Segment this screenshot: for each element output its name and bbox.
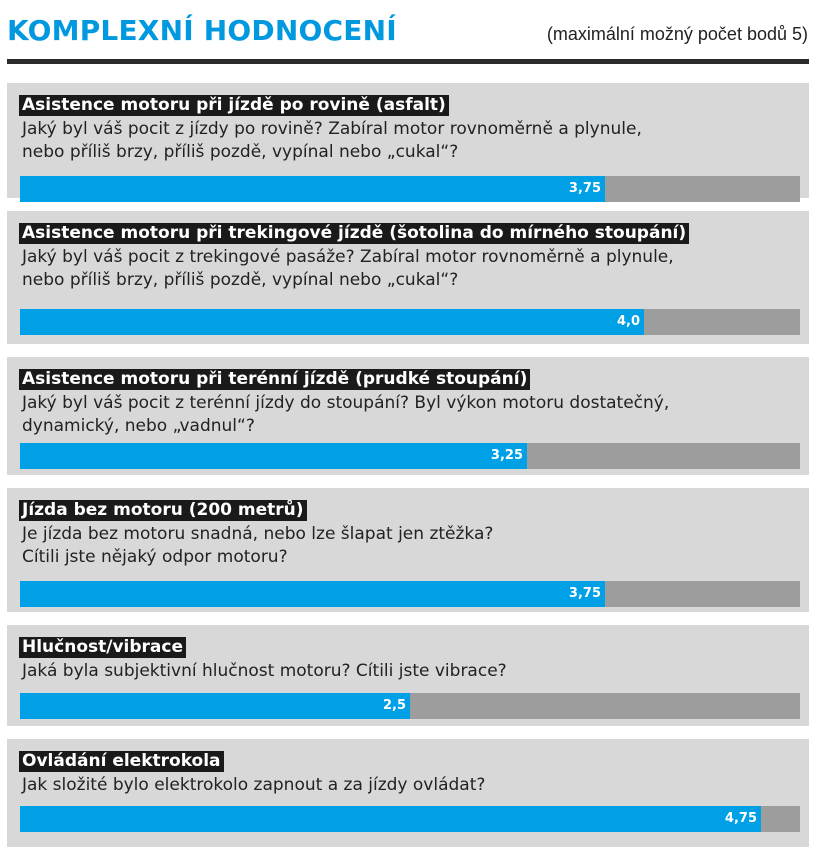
rating-title: Ovládání elektrokola: [19, 751, 224, 772]
rating-value-label: 4,75: [724, 811, 757, 826]
rating-bar-track: [20, 693, 800, 719]
rating-panel: [7, 357, 809, 475]
rating-value-label: 3,75: [568, 181, 601, 196]
rating-bar-track: [20, 176, 800, 202]
rating-bar: [20, 806, 761, 832]
rating-bar: [20, 309, 644, 335]
rating-value-label: 3,25: [490, 448, 523, 463]
page-title: KOMPLEXNÍ HODNOCENÍ: [7, 14, 397, 47]
rating-panel: [7, 625, 809, 726]
rating-panel: [7, 739, 809, 847]
rating-bar-track: [20, 806, 800, 832]
rating-question: Jaký byl váš pocit z terénní jízdy do stoupání? Byl výkon motoru dostatečný, dynamický, nebo „vadnul“?: [22, 393, 670, 436]
header-divider: [7, 59, 809, 64]
rating-bar: [20, 581, 605, 607]
page-subtitle: (maximální možný počet bodů 5): [546, 24, 808, 44]
rating-bar: [20, 693, 410, 719]
rating-bar-track: [20, 309, 800, 335]
rating-question: Jak složité bylo elektrokolo zapnout a za jízdy ovládat?: [22, 775, 486, 795]
rating-value-label: 2,5: [382, 698, 406, 713]
rating-panel: [7, 211, 809, 344]
rating-question: Jaký byl váš pocit z trekingové pasáže? Zabíral motor rovnoměrně a plynule, nebo příliš brzy, příliš pozdě, vypínal nebo „cukal“?: [22, 247, 674, 290]
rating-bar: [20, 443, 527, 469]
rating-bar-track: [20, 581, 800, 607]
rating-bar-track: [20, 443, 800, 469]
rating-title: Hlučnost/vibrace: [19, 637, 186, 658]
rating-question: Je jízda bez motoru snadná, nebo lze šlapat jen ztěžka? Cítili jste nějaký odpor motoru?: [22, 524, 494, 567]
rating-panel: [7, 83, 809, 198]
rating-title: Asistence motoru při terénní jízdě (prudké stoupání): [19, 369, 530, 390]
rating-bar: [20, 176, 605, 202]
rating-question: Jaký byl váš pocit z jízdy po rovině? Zabíral motor rovnoměrně a plynule, nebo příliš brzy, příliš pozdě, vypínal nebo „cukal“?: [22, 119, 642, 162]
rating-value-label: 4,0: [616, 314, 640, 329]
rating-value-label: 3,75: [568, 586, 601, 601]
rating-title: Asistence motoru při jízdě po rovině (asfalt): [19, 95, 449, 116]
rating-panel: [7, 488, 809, 612]
rating-question: Jaká byla subjektivní hlučnost motoru? Cítili jste vibrace?: [22, 661, 507, 681]
rating-title: Asistence motoru při trekingové jízdě (šotolina do mírného stoupání): [19, 223, 689, 244]
header: [0, 0, 815, 66]
rating-title: Jízda bez motoru (200 metrů): [19, 500, 307, 521]
